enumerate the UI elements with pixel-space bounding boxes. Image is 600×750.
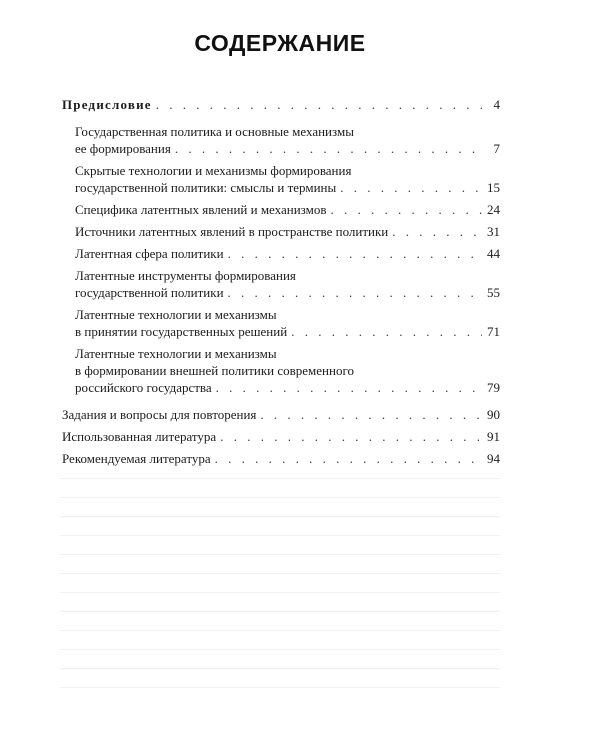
toc-page-number: 15 bbox=[487, 180, 500, 195]
toc-entry[interactable] bbox=[62, 306, 500, 340]
toc-entry-preface[interactable] bbox=[62, 96, 500, 113]
toc-entry-title: ее формирования bbox=[75, 141, 171, 156]
toc-page-number: 44 bbox=[487, 246, 500, 261]
paper-texture bbox=[60, 573, 500, 574]
table-of-contents bbox=[62, 96, 500, 472]
toc-entry-title: Использованная литература bbox=[62, 429, 217, 444]
toc-entry[interactable] bbox=[62, 267, 500, 301]
leader-dots bbox=[215, 450, 482, 467]
toc-entry-title: государственной политики: смыслы и термины bbox=[75, 180, 337, 195]
leader-dots bbox=[340, 179, 482, 196]
toc-page-number: 90 bbox=[487, 407, 500, 422]
toc-page-number: 31 bbox=[487, 224, 500, 239]
leader-dots bbox=[330, 201, 482, 218]
leader-dots bbox=[291, 323, 482, 340]
page-title: СОДЕРЖАНИЕ bbox=[194, 30, 366, 56]
toc-entry-title: Источники латентных явлений в пространстве политики bbox=[75, 224, 389, 239]
toc-page-number: 91 bbox=[487, 429, 500, 444]
toc-page-number: 7 bbox=[493, 141, 500, 156]
toc-entry-title: в формировании внешней политики современного bbox=[75, 363, 354, 378]
paper-texture bbox=[60, 535, 500, 536]
toc-entry[interactable] bbox=[62, 201, 500, 218]
leader-dots bbox=[156, 96, 482, 113]
leader-dots bbox=[220, 428, 482, 445]
paper-texture bbox=[60, 497, 500, 498]
toc-page-number: 55 bbox=[487, 285, 500, 300]
leader-dots bbox=[228, 284, 482, 301]
leader-dots bbox=[216, 379, 482, 396]
paper-texture bbox=[60, 592, 500, 593]
toc-page-number: 4 bbox=[493, 97, 500, 112]
toc-entry-title: государственной политики bbox=[75, 285, 224, 300]
toc-entry-title: российского государства bbox=[75, 380, 212, 395]
leader-dots bbox=[392, 223, 482, 240]
toc-entry-title: Латентные инструменты формирования bbox=[75, 268, 296, 283]
toc-entry-title: Скрытые технологии и механизмы формирования bbox=[75, 163, 352, 178]
paper-texture bbox=[60, 649, 500, 650]
leader-dots bbox=[260, 406, 482, 423]
toc-entry-title: в принятии государственных решений bbox=[75, 324, 288, 339]
toc-entry[interactable] bbox=[62, 345, 500, 396]
toc-entry-title: Государственная политика и основные механизмы bbox=[75, 124, 354, 139]
toc-entry-title: Латентные технологии и механизмы bbox=[75, 346, 277, 361]
toc-entry-title: Латентные технологии и механизмы bbox=[75, 307, 277, 322]
toc-entry-title: Задания и вопросы для повторения bbox=[62, 407, 257, 422]
paper-texture bbox=[60, 516, 500, 517]
paper-texture bbox=[60, 478, 500, 479]
paper-texture bbox=[60, 611, 500, 612]
paper-texture bbox=[60, 668, 500, 669]
toc-entry-questions[interactable] bbox=[62, 406, 500, 423]
toc-page-number: 71 bbox=[487, 324, 500, 339]
leader-dots bbox=[228, 245, 482, 262]
toc-page-number: 79 bbox=[487, 380, 500, 395]
toc-entry-title: Латентная сфера политики bbox=[75, 246, 224, 261]
toc-entry[interactable] bbox=[62, 162, 500, 196]
toc-page-number: 94 bbox=[487, 451, 500, 466]
toc-entry-title: Специфика латентных явлений и механизмов bbox=[75, 202, 327, 217]
paper-texture bbox=[60, 687, 500, 688]
toc-entry-title: Предисловие bbox=[62, 97, 152, 112]
toc-page-number: 24 bbox=[487, 202, 500, 217]
toc-entry-title: Рекомендуемая литература bbox=[62, 451, 211, 466]
toc-entry-recommended-literature[interactable] bbox=[62, 450, 500, 467]
toc-entry[interactable] bbox=[62, 245, 500, 262]
paper-texture bbox=[60, 630, 500, 631]
leader-dots bbox=[175, 140, 482, 157]
toc-entry[interactable] bbox=[62, 223, 500, 240]
paper-texture bbox=[60, 554, 500, 555]
toc-entry[interactable] bbox=[62, 123, 500, 157]
toc-entry-used-literature[interactable] bbox=[62, 428, 500, 445]
